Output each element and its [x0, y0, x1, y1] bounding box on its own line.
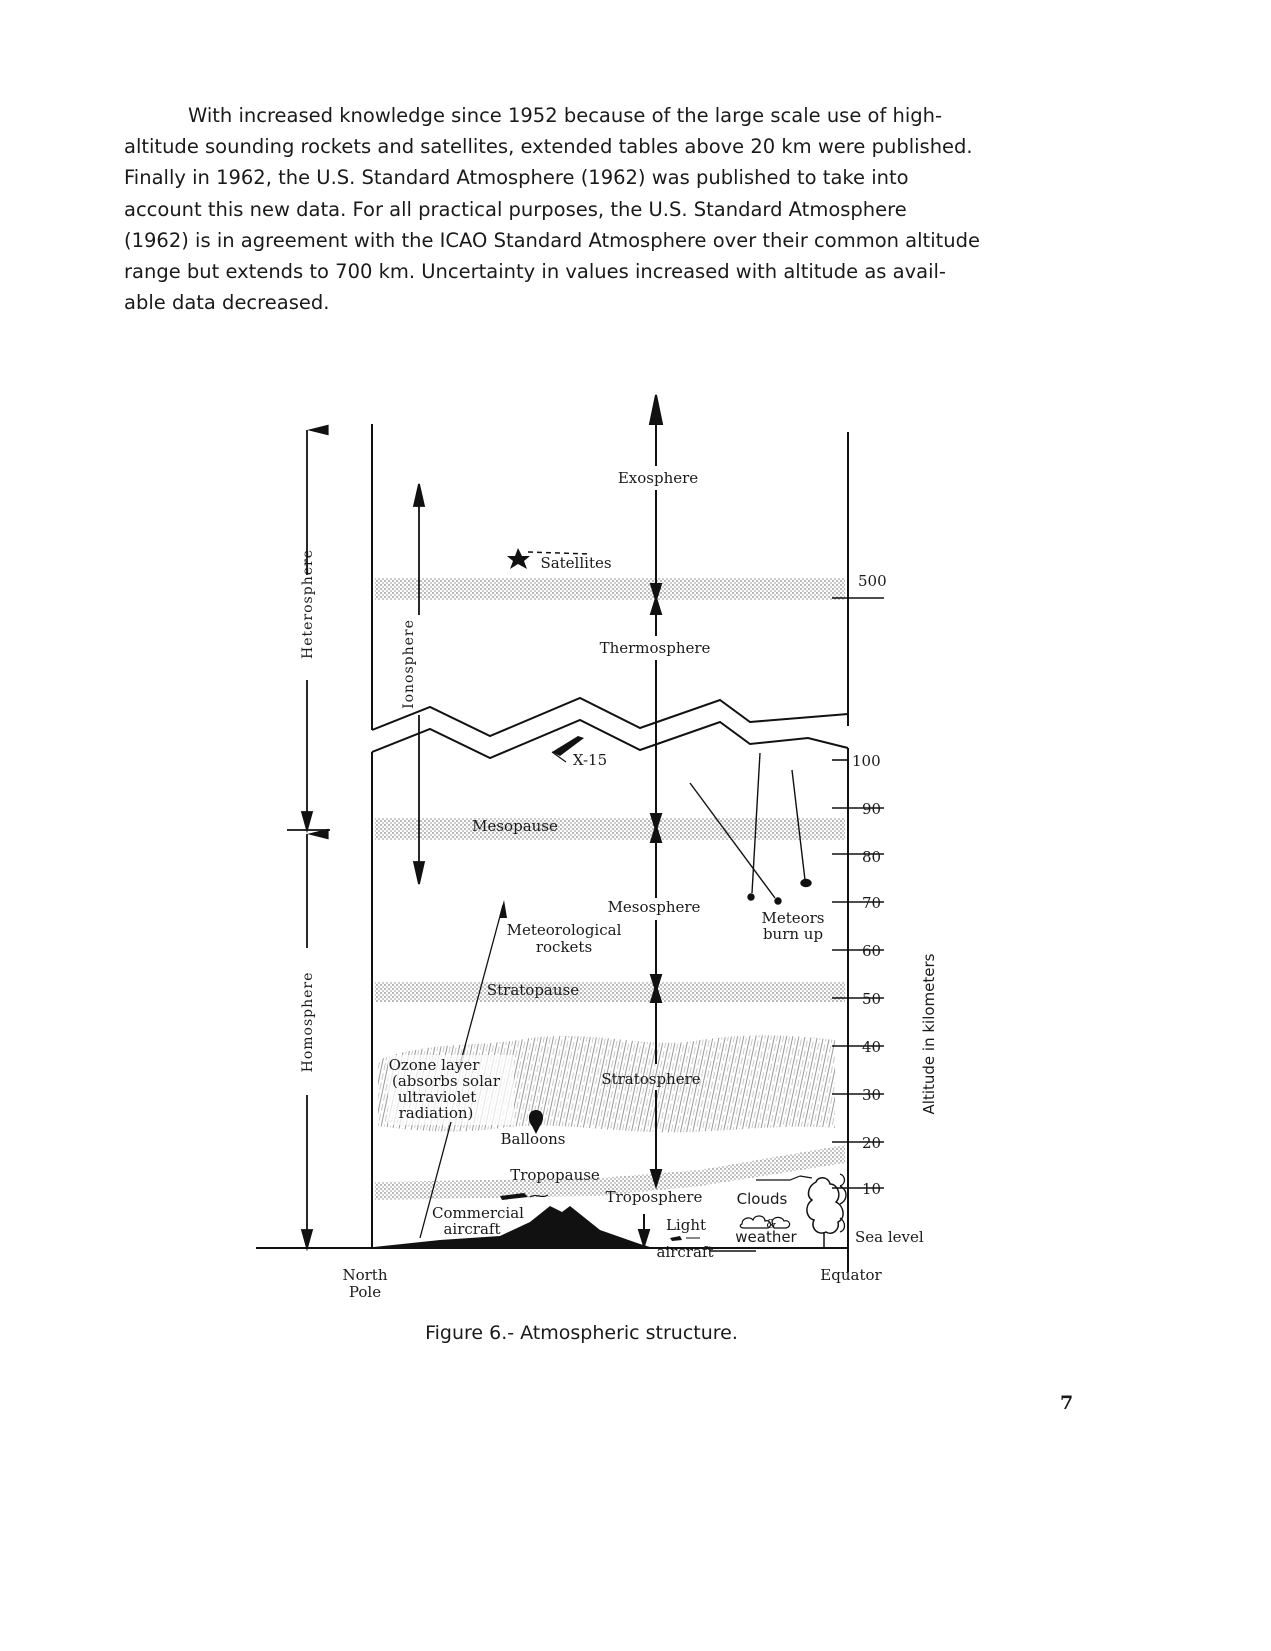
paragraph-line: able data decreased. — [124, 291, 330, 315]
altitude-tick-label: 80 — [862, 848, 882, 866]
figure-caption — [0, 1322, 1271, 1344]
paragraph-line: range but extends to 700 km. Uncertainty in values increased with altitude as avail- — [124, 260, 946, 284]
altitude-tick-label: 500 — [858, 572, 887, 590]
homosphere-label: Homosphere — [300, 971, 316, 1073]
altitude-tick-label: 50 — [862, 990, 882, 1008]
clouds-label-line2: weather — [735, 1228, 797, 1246]
mesosphere-label: Mesosphere — [607, 898, 701, 916]
ozone-label-line3: ultraviolet — [397, 1088, 477, 1106]
met-rockets-label-line2: rockets — [535, 938, 593, 956]
north-pole-label-line2: Pole — [348, 1283, 382, 1301]
north-pole-label-line1: North — [342, 1266, 388, 1284]
commercial-aircraft-label-line2: aircraft — [443, 1220, 501, 1238]
altitude-tick-label: 30 — [862, 1086, 882, 1104]
balloons-label: Balloons — [500, 1130, 566, 1148]
altitude-tick-label: 100 — [852, 752, 881, 770]
altitude-tick-label: 10 — [862, 1180, 882, 1198]
stratopause-band — [375, 982, 845, 1002]
altitude-tick-label: 40 — [862, 1038, 882, 1056]
thermosphere-label: Thermosphere — [599, 639, 711, 657]
light-aircraft-label-line1: Light — [665, 1216, 707, 1234]
paragraph-line: altitude sounding rockets and satellites, extended tables above 20 km were published. — [124, 135, 973, 159]
sea-level-label: Sea level — [855, 1228, 924, 1246]
altitude-tick-label: 70 — [862, 894, 882, 912]
meteors-label-line2: burn up — [762, 925, 824, 943]
paragraph-line: account this new data. For all practical purposes, the U.S. Standard Atmosphere — [124, 197, 907, 221]
commercial-aircraft-label-line1: Commercial — [432, 1204, 524, 1222]
ozone-label-line2: (absorbs solar — [391, 1072, 501, 1090]
mesopause-label: Mesopause — [472, 817, 558, 835]
tropopause-label: Tropopause — [510, 1166, 600, 1184]
left-scale — [256, 430, 330, 1248]
paragraph-line: Finally in 1962, the U.S. Standard Atmosphere (1962) was published to take into — [124, 166, 909, 190]
ionosphere-label: Ionosphere — [401, 619, 417, 709]
satellites-label: Satellites — [540, 554, 612, 572]
heterosphere-label: Heterosphere — [300, 549, 316, 659]
paragraph-line: (1962) is in agreement with the ICAO Standard Atmosphere over their common altitude — [124, 228, 980, 252]
ozone-label-line4: radiation) — [398, 1104, 474, 1122]
altitude-tick-label: 60 — [862, 942, 882, 960]
svg-text:&: & — [766, 1217, 777, 1231]
met-rocket-icon — [499, 900, 507, 918]
break-line-upper — [372, 698, 848, 736]
altitude-tick-label: 90 — [862, 800, 882, 818]
stratopause-label: Stratopause — [486, 981, 580, 999]
exosphere-label: Exosphere — [617, 469, 699, 487]
figure-caption-text: Figure 6.- Atmospheric structure. — [425, 1322, 738, 1344]
ozone-label-line1: Ozone layer — [388, 1056, 480, 1074]
break-line-lower — [372, 720, 848, 758]
paragraph-line: With increased knowledge since 1952 because of the large scale use of high- — [188, 104, 943, 127]
thermopause-band — [375, 578, 845, 600]
meteors-label-line1: Meteors — [761, 909, 825, 927]
light-aircraft-label-line2: aircraft — [656, 1243, 714, 1261]
light-aircraft-icon — [670, 1236, 682, 1241]
altitude-tick-label: 20 — [862, 1134, 882, 1152]
mesopause-band — [375, 818, 845, 840]
stratosphere-label: Stratosphere — [601, 1070, 701, 1088]
altitude-axis-title: Altitude in kilometers — [920, 953, 938, 1115]
troposphere-label: Troposphere — [605, 1188, 703, 1206]
clouds-label-line1: Clouds — [736, 1190, 788, 1208]
met-rockets-label-line1: Meteorological — [506, 921, 622, 939]
equator-label: Equator — [820, 1266, 882, 1284]
x15-label: X-15 — [572, 751, 608, 769]
page-number: 7 — [1060, 1392, 1074, 1414]
